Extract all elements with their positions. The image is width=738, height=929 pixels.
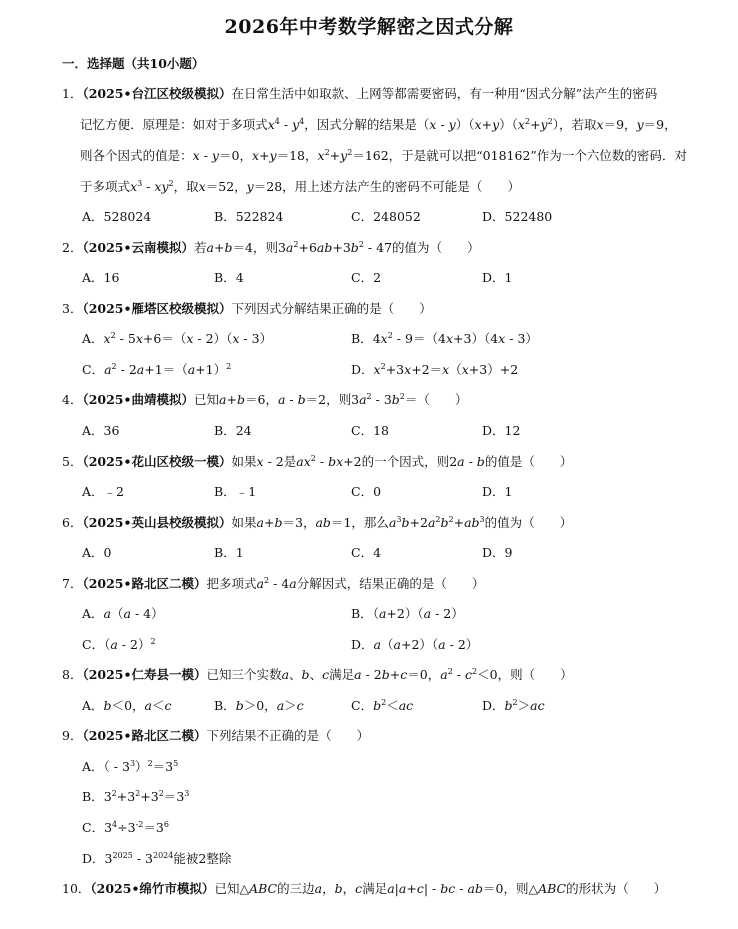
question-number: 8． xyxy=(62,667,83,682)
question-stem xyxy=(62,392,467,408)
answer-option-b: B．522824 xyxy=(214,209,284,224)
answer-option-c: C．$b^2<ac$ xyxy=(351,698,414,713)
answer-option-c: C．18 xyxy=(351,423,389,438)
answer-option-a: A．﹣2 xyxy=(82,484,124,499)
question-stem xyxy=(62,728,369,744)
answer-option-c: C．0 xyxy=(351,484,382,499)
answer-option-a: A．528024 xyxy=(82,209,152,224)
question-text: 已知△ABC的三边a，b，c满足a|a+c| - bc - ab＝0，则△ABC的形状为（ ） xyxy=(214,881,667,896)
question-number: 2． xyxy=(62,240,83,255)
question-number: 10． xyxy=(62,881,91,896)
answer-option-d: D．9 xyxy=(482,545,513,560)
answer-option-b: B．（a+2）（a - 2） xyxy=(351,606,464,621)
answer-option-a: A．0 xyxy=(82,545,112,560)
question-number: 6． xyxy=(62,515,83,530)
question-number: 4． xyxy=(62,392,83,407)
question-stem xyxy=(62,240,480,256)
question-source: （2025•曲靖模拟） xyxy=(82,392,194,407)
question-source: （2025•雁塔区校级模拟） xyxy=(82,301,232,316)
question-stem xyxy=(62,667,573,683)
answer-option-d: D．$x^2+3x+2=x(x+3)+2$ xyxy=(351,362,519,377)
question-stem xyxy=(62,515,572,531)
answer-option-a: A．a（a - 4） xyxy=(82,606,164,621)
question-number: 1． xyxy=(62,86,83,101)
question-text: 已知a+b＝6，a - b＝2，则$3a^2 - 3b^2=$（ ） xyxy=(193,392,468,407)
section-heading: 一．选择题（共10小题） xyxy=(62,56,205,71)
answer-option-b: B．24 xyxy=(214,423,252,438)
question-number: 3． xyxy=(62,301,83,316)
question-source: （2025•花山区校级一模） xyxy=(82,454,232,469)
answer-option-d: D．$3^{2025} - 3^{2024}$能被2整除 xyxy=(82,851,232,866)
question-text: 如果x - 2是$ax^2 - bx+2$的一个因式，则2a - b的值是（ ） xyxy=(231,454,573,469)
question-text: 在日常生活中如取款、上网等都需要密码，有一种用“因式分解”法产生的密码 xyxy=(231,86,658,101)
answer-option-a: A．36 xyxy=(82,423,120,438)
question-source: （2025•仁寿县一模） xyxy=(82,667,207,682)
question-number: 5． xyxy=(62,454,83,469)
question-stem-continued: 记忆方便．原理是：如对于多项式$x^4 - y^4$，因式分解的结果是$(x - y)(x+y)(x^2+y^2)$，若取x＝9，y＝9， xyxy=(80,117,677,132)
question-text: 下列因式分解结果正确的是（ ） xyxy=(231,301,432,316)
answer-option-d: D．1 xyxy=(482,484,513,499)
answer-option-b: B．$3^2+3^2+3^2=3^3$ xyxy=(82,789,190,804)
answer-option-c: C．$a^2 - 2a+1=(a+1)^2$ xyxy=(82,362,232,377)
answer-option-c: C．248052 xyxy=(351,209,421,224)
answer-option-d: D．522480 xyxy=(482,209,553,224)
question-stem xyxy=(62,881,666,897)
question-stem xyxy=(62,576,484,592)
answer-option-c: C．（a - 2）$^2$ xyxy=(82,637,156,652)
question-source: （2025•路北区二模） xyxy=(82,728,207,743)
answer-option-d: D．a（a+2）（a - 2） xyxy=(351,637,479,652)
question-number: 7． xyxy=(62,576,83,591)
question-text: 已知三个实数a、b、c满足a - 2b+c＝0，$a^2 - c^2<0$，则（ ） xyxy=(206,667,573,682)
question-source: （2025•英山县校级模拟） xyxy=(82,515,232,530)
question-text: 如果a+b＝3，ab＝1，那么$a^3b+2a^2b^2+ab^3$的值为（ ） xyxy=(231,515,573,530)
answer-option-b: B．$4x^2 - 9=(4x+3)(4x - 3)$ xyxy=(351,331,538,346)
question-stem-continued: 于多项式$x^3 - xy^2$，取x＝52，y＝28，用上述方法产生的密码不可能是（ ） xyxy=(80,179,520,194)
question-text: 若a+b＝4，则$3a^2+6ab+3b^2 - 47$的值为（ ） xyxy=(193,240,480,255)
answer-option-c: C．4 xyxy=(351,545,382,560)
question-source: （2025•云南模拟） xyxy=(82,240,194,255)
answer-option-d: D．1 xyxy=(482,270,513,285)
answer-option-c: C．2 xyxy=(351,270,382,285)
answer-option-b: B．1 xyxy=(214,545,244,560)
question-stem xyxy=(62,86,657,102)
answer-option-a: A．$x^2 - 5x+6=(x - 2)(x - 3)$ xyxy=(82,331,273,346)
answer-option-c: C．$3^4\div 3^{-2}=3^6$ xyxy=(82,820,169,835)
answer-option-a: A．（ - $3^3)^2=3^5$ xyxy=(82,759,179,774)
answer-option-a: A．b＜0，a＜c xyxy=(82,698,172,713)
question-text: 把多项式$a^2 - 4a$分解因式，结果正确的是（ ） xyxy=(206,576,485,591)
question-number: 9． xyxy=(62,728,83,743)
answer-option-a: A．16 xyxy=(82,270,120,285)
question-stem-continued: 则各个因式的值是：x - y＝0，x+y＝18，$x^2+y^2=162$，于是就可以把“018162”作为一个六位数的密码．对 xyxy=(80,148,687,163)
answer-option-b: B．b＞0，a＞c xyxy=(214,698,304,713)
answer-option-b: B．﹣1 xyxy=(214,484,257,499)
question-source: （2025•路北区二模） xyxy=(82,576,207,591)
answer-option-b: B．4 xyxy=(214,270,244,285)
question-stem xyxy=(62,454,572,470)
question-stem xyxy=(62,301,432,317)
answer-option-d: D．12 xyxy=(482,423,521,438)
answer-option-d: D．$b^2>ac$ xyxy=(482,698,545,713)
question-text: 下列结果不正确的是（ ） xyxy=(206,728,370,743)
question-source: （2025•绵竹市模拟） xyxy=(90,881,215,896)
question-source: （2025•台江区校级模拟） xyxy=(82,86,232,101)
page-title: 2026年中考数学解密之因式分解 xyxy=(224,16,514,38)
